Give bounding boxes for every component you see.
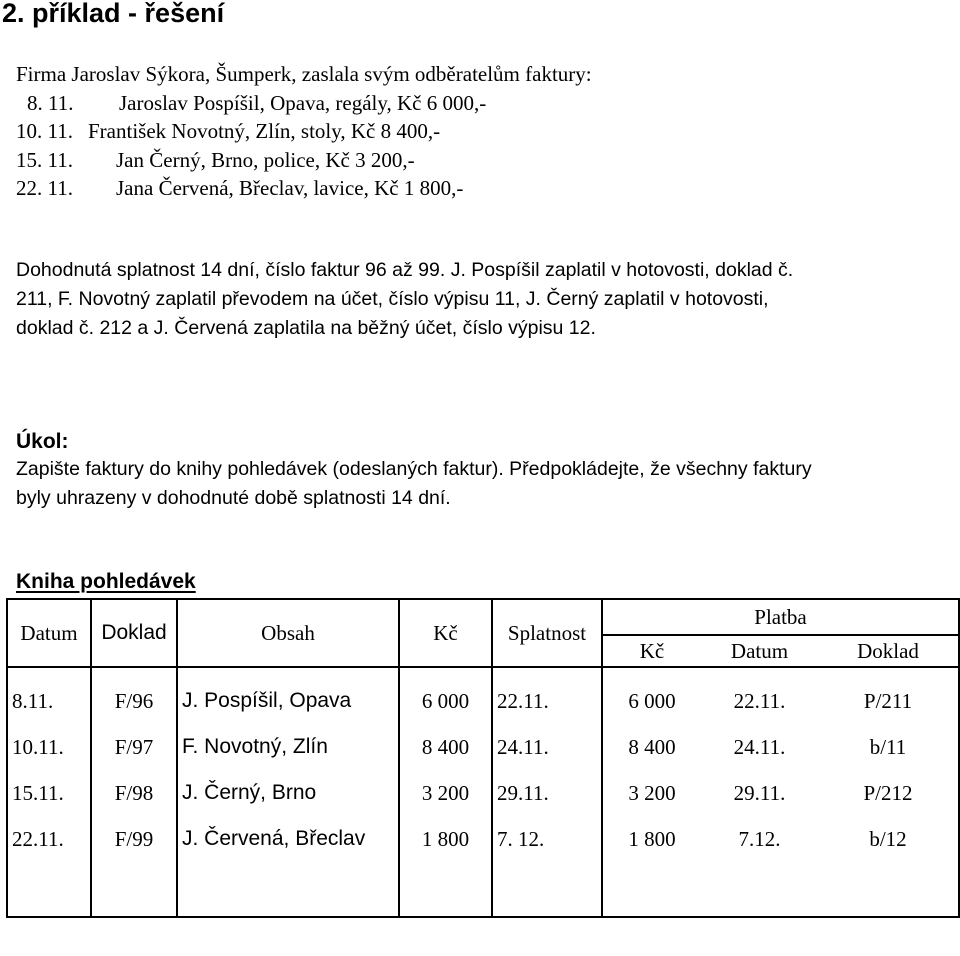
cell-empty [7, 862, 91, 917]
cell-datum: 22.11. [7, 816, 91, 862]
cell-platba-doklad: P/212 [818, 770, 959, 816]
cell-platba-kc: 6 000 [602, 678, 701, 724]
cell-platba-doklad: b/11 [818, 724, 959, 770]
cell-platba-kc: 1 800 [602, 816, 701, 862]
invoice-date: 8. 11. [27, 91, 74, 115]
cell-platba-doklad: P/211 [818, 678, 959, 724]
invoice-item [0, 91, 960, 119]
ledger-title: Kniha pohledávek [16, 570, 196, 593]
cell-datum: 10.11. [7, 724, 91, 770]
cell-empty [492, 862, 602, 917]
table-row-empty [7, 862, 959, 917]
cell-obsah: J. Pospíšil, Opava [177, 678, 399, 724]
invoice-text: Jaroslav Pospíšil, Opava, regály, Kč 6 000,- [119, 91, 487, 115]
divider-cell [701, 667, 818, 678]
agreement-line: doklad č. 212 a J. Červená zaplatila na běžný účet, číslo výpisu 12. [16, 317, 596, 339]
cell-obsah: J. Červená, Břeclav [177, 816, 399, 862]
agreement-line: 211, F. Novotný zaplatil převodem na účet, číslo výpisu 11, J. Černý zaplatil v hotovosti, [16, 288, 769, 310]
cell-platba-doklad: b/12 [818, 816, 959, 862]
divider-cell [177, 667, 399, 678]
divider-cell [7, 667, 91, 678]
header-platba-doklad: Doklad [818, 635, 959, 667]
cell-platba-datum: 29.11. [733, 780, 786, 805]
cell-splatnost: 22.11. [492, 678, 602, 724]
agreement-line: Dohodnutá splatnost 14 dní, číslo faktur 96 až 99. J. Pospíšil zaplatil v hotovosti, doklad č. [16, 259, 794, 281]
cell-platba-datum: 22.11. [733, 688, 786, 713]
cell-empty [701, 862, 818, 917]
header-obsah: Obsah [177, 599, 399, 667]
header-platba: Platba [602, 599, 959, 635]
cell-empty [399, 862, 492, 917]
cell-doklad: F/97 [91, 724, 177, 770]
header-platba-kc: Kč [602, 635, 701, 667]
cell-doklad: F/99 [91, 816, 177, 862]
cell-platba-datum: 7.12. [738, 826, 781, 851]
cell-kc: 6 000 [399, 678, 492, 724]
task-heading: Úkol: [16, 430, 69, 453]
ledger-divider [7, 667, 959, 678]
header-platba-datum: Datum [701, 635, 818, 667]
cell-doklad: F/96 [91, 678, 177, 724]
cell-empty [602, 862, 701, 917]
invoice-date: 22. 11. [16, 176, 73, 200]
cell-obsah: F. Novotný, Zlín [177, 724, 399, 770]
cell-datum: 8.11. [7, 678, 91, 724]
invoice-item [0, 176, 960, 204]
divider-cell [818, 667, 959, 678]
cell-splatnost: 7. 12. [492, 816, 602, 862]
table-row [7, 816, 959, 862]
intro-line: Firma Jaroslav Sýkora, Šumperk, zaslala svým odběratelům faktury: [16, 62, 592, 86]
cell-platba-kc: 8 400 [602, 724, 701, 770]
cell-empty [177, 862, 399, 917]
invoice-item [0, 119, 960, 147]
cell-kc: 8 400 [399, 724, 492, 770]
task-line: byly uhrazeny v dohodnuté době splatnosti 14 dní. [16, 487, 451, 509]
divider-cell [492, 667, 602, 678]
invoice-text: František Novotný, Zlín, stoly, Kč 8 400,- [88, 119, 441, 143]
divider-cell [91, 667, 177, 678]
divider-cell [399, 667, 492, 678]
invoice-date: 10. 11. [16, 119, 73, 143]
cell-splatnost: 29.11. [492, 770, 602, 816]
cell-empty [91, 862, 177, 917]
invoice-text: Jan Černý, Brno, police, Kč 3 200,- [116, 148, 415, 172]
cell-kc: 1 800 [399, 816, 492, 862]
cell-obsah: J. Černý, Brno [177, 770, 399, 816]
cell-datum: 15.11. [7, 770, 91, 816]
table-row [7, 770, 959, 816]
header-doklad: Doklad [91, 599, 177, 667]
table-row [7, 678, 959, 724]
ledger-header-row [7, 599, 959, 635]
cell-kc: 3 200 [399, 770, 492, 816]
page-title: 2. příklad - řešení [2, 0, 225, 28]
cell-doklad: F/98 [91, 770, 177, 816]
cell-empty [818, 862, 959, 917]
task-line: Zapište faktury do knihy pohledávek (odeslaných faktur). Předpokládejte, že všechny faktury [16, 458, 812, 480]
divider-cell [602, 667, 701, 678]
header-kc: Kč [399, 599, 492, 667]
cell-platba-kc: 3 200 [602, 770, 701, 816]
table-row [7, 724, 959, 770]
cell-platba-datum: 24.11. [733, 734, 786, 759]
header-splatnost: Splatnost [492, 599, 602, 667]
cell-splatnost: 24.11. [492, 724, 602, 770]
invoice-item [0, 148, 960, 176]
invoice-date: 15. 11. [16, 148, 73, 172]
invoice-text: Jana Červená, Břeclav, lavice, Kč 1 800,- [116, 176, 464, 200]
header-datum: Datum [7, 599, 91, 667]
ledger-table [6, 598, 960, 918]
